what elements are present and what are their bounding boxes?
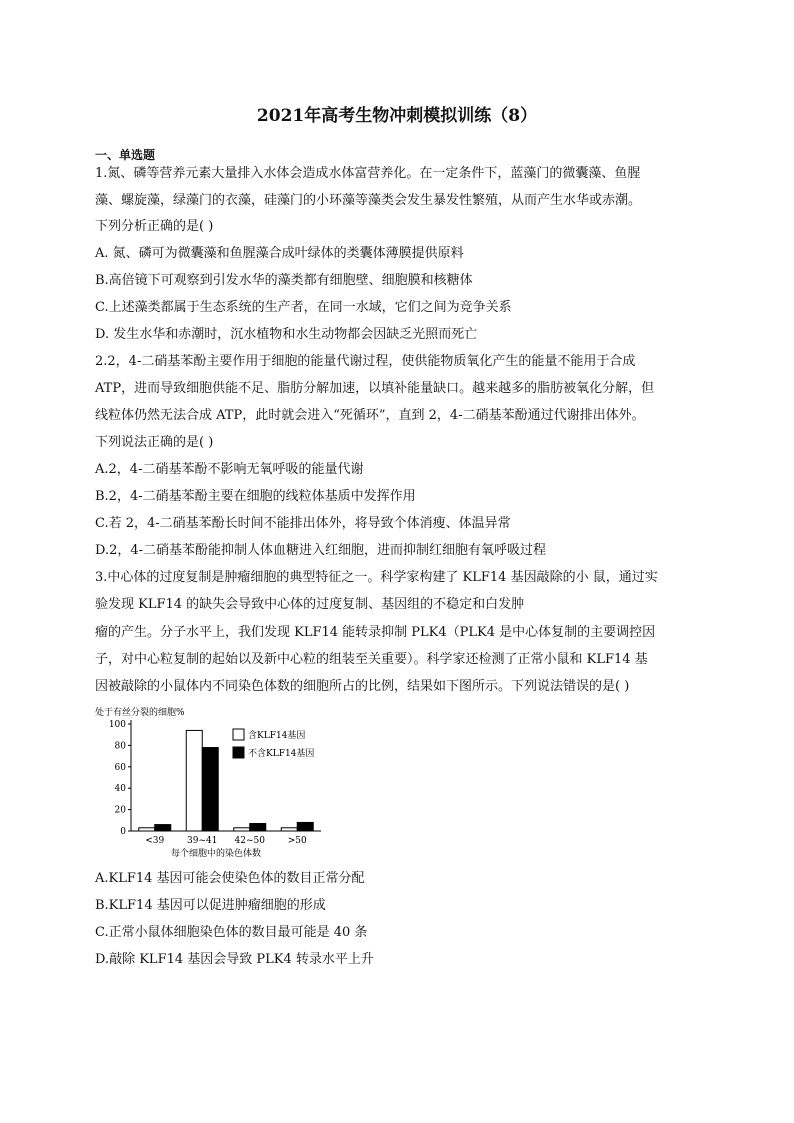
legend-swatch-with-klf14: [233, 729, 244, 740]
bar-without-klf14: [202, 748, 218, 831]
legend-swatch-without-klf14: [233, 747, 244, 758]
q3-stem-line: 验发现 KLF14 的缺失会导致中心体的过度复制、基因组的不稳定和白发肿: [95, 597, 525, 612]
y-axis-title: 处于有丝分裂的细胞%: [95, 708, 185, 718]
y-tick-label: 80: [114, 741, 126, 752]
q2-option-c: C.若 2，4-二硝基苯酚长时间不能排出体外，将导致个体消瘦、体温异常: [95, 516, 511, 531]
chart-svg: [93, 706, 353, 866]
y-tick-label: 20: [114, 805, 126, 816]
q1-stem-line: 藻、螺旋藻，绿藻门的衣藻，硅藻门的小环藻等藻类会发生暴发性繁殖，从而产生水华或赤潮。: [95, 193, 642, 208]
y-tick-label: 60: [114, 762, 126, 773]
bar-without-klf14: [297, 822, 313, 831]
x-tick-label: 42~50: [234, 836, 265, 846]
legend-label-without-klf14: 不含KLF14基因: [248, 749, 315, 759]
bar-with-klf14: [186, 730, 202, 831]
bar-with-klf14: [234, 828, 250, 831]
q3-option-a: A.KLF14 基因可能会使染色体的数目正常分配: [95, 871, 365, 886]
x-axis-title: 每个细胞中的染色体数: [170, 849, 262, 859]
section-heading: 一、单选题: [95, 148, 156, 162]
y-tick-label: 40: [114, 784, 126, 795]
q1-option-a: A. 氮、磷可为微囊藻和鱼腥藻合成叶绿体的类囊体薄膜提供原料: [95, 246, 464, 261]
y-tick-label: 100: [108, 720, 126, 730]
bar-with-klf14: [281, 828, 297, 831]
q2-option-a: A.2，4-二硝基苯酚不影响无氧呼吸的能量代谢: [95, 462, 364, 477]
q2-stem-line: ATP，进而导致细胞供能不足、脂肪分解加速，以填补能量缺口。越来越多的脂肪被氧化分解，但: [95, 381, 655, 396]
q2-option-d: D.2，4-二硝基苯酚能抑制人体血糖进入红细胞，进而抑制红细胞有氧呼吸过程: [95, 543, 547, 558]
q1-option-b: B.高倍镜下可观察到引发水华的藻类都有细胞壁、细胞膜和核糖体: [95, 273, 473, 288]
q1-option-d: D. 发生水华和赤潮时，沉水植物和水生动物都会因缺乏光照而死亡: [95, 327, 478, 342]
x-tick-label: >50: [287, 836, 307, 846]
q3-stem-line: 子，对中心粒复制的起始以及新中心粒的组装至关重要）。科学家还检测了正常小鼠和 KLF14 基: [95, 652, 648, 667]
q1-stem-line: 下列分析正确的是( ): [95, 219, 214, 234]
bar-without-klf14: [155, 825, 171, 831]
q2-stem-line: 下列说法正确的是( ): [95, 435, 214, 450]
q2-stem-line: 2.2，4-二硝基苯酚主要作用于细胞的能量代谢过程，使供能物质氧化产生的能量不能用于合成: [95, 354, 636, 369]
q3-stem-line: 瘤的产生。分子水平上，我们发现 KLF14 能转录抑制 PLK4（PLK4 是中心体复制的主要调控因: [95, 625, 656, 640]
x-tick-label: 39~41: [187, 836, 218, 846]
q1-stem-line: 1.氮、磷等营养元素大量排入水体会造成水体富营养化。在一定条件下，蓝藻门的微囊藻、鱼腥: [95, 166, 641, 181]
q3-option-b: B.KLF14 基因可以促进肿瘤细胞的形成: [95, 898, 326, 913]
y-tick-label: 0: [120, 827, 126, 837]
chromosome-bar-chart: [93, 706, 353, 866]
q2-option-b: B.2，4-二硝基苯酚主要在细胞的线粒体基质中发挥作用: [95, 489, 416, 504]
legend-label-with-klf14: 含KLF14基因: [248, 731, 306, 741]
q3-stem-line: 3.中心体的过度复制是肿瘤细胞的典型特征之一。科学家构建了 KLF14 基因敲除的小 鼠，通过实: [95, 570, 658, 585]
q3-option-d: D.敲除 KLF14 基因会导致 PLK4 转录水平上升: [95, 952, 374, 967]
bar-without-klf14: [250, 824, 266, 831]
bar-with-klf14: [139, 828, 155, 831]
page-title: 2021年高考生物冲刺模拟训练（8）: [256, 106, 538, 126]
x-tick-label: <39: [145, 836, 165, 846]
q1-option-c: C.上述藻类都属于生态系统的生产者，在同一水域，它们之间为竞争关系: [95, 300, 512, 315]
q3-stem-line: 因被敲除的小鼠体内不同染色体数的细胞所占的比例，结果如下图所示。下列说法错误的是( ): [95, 679, 630, 694]
q3-option-c: C.正常小鼠体细胞染色体的数目最可能是 40 条: [95, 925, 368, 940]
q2-stem-line: 线粒体仍然无法合成 ATP，此时就会进入“死循环”，直到 2，4-二硝基苯酚通过代谢排出体外。: [95, 408, 645, 423]
